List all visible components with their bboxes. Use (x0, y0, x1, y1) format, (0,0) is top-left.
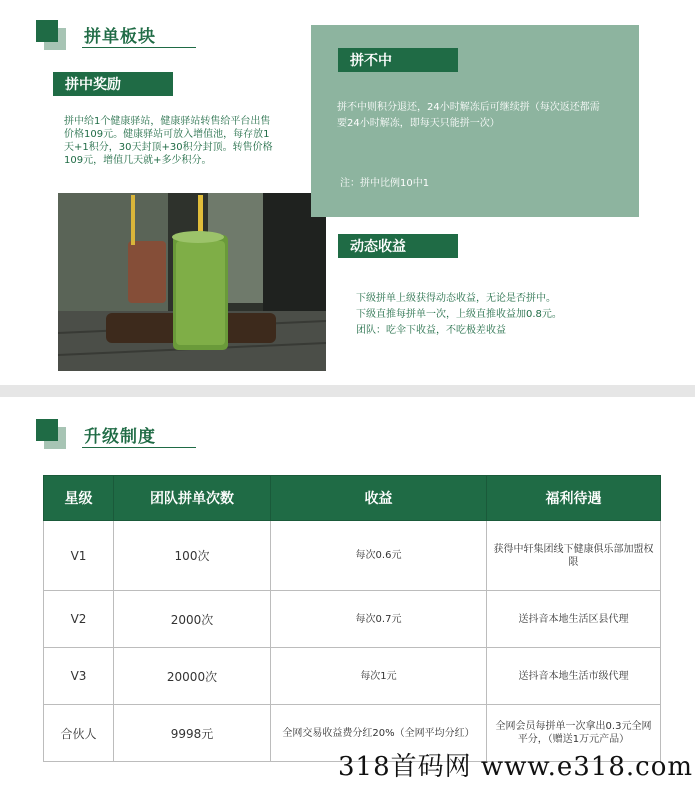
level-cell: V1 (44, 521, 114, 591)
section-marker-icon (36, 419, 66, 449)
level-cell: 合伙人 (44, 705, 114, 762)
benefit-cell: 送抖音本地生活区县代理 (487, 591, 661, 648)
count-cell: 100次 (114, 521, 271, 591)
reward-text: 拼中给1个健康驿站，健康驿站转售给平台出售价格109元。健康驿站可放入增值池，每存放1天+1积分，30天封顶+30积分封顶。转售价格109元，增值几天就+多少积分。 (64, 116, 273, 166)
table-row (44, 648, 661, 705)
miss-text: 拼不中则积分退还，24小时解冻后可继续拼（每次返还都需要24小时解冻，即每天只能拼一次） (337, 102, 600, 129)
section-title-rule (82, 47, 196, 48)
column-header: 星级 (44, 476, 114, 521)
count-cell: 2000次 (114, 591, 271, 648)
section-title-rule (82, 447, 196, 448)
table-row (44, 521, 661, 591)
benefit-cell: 获得中轩集团线下健康俱乐部加盟权限 (487, 521, 661, 591)
dynamic-line: 团队：吃伞下收益，不吃极差收益 (356, 325, 506, 336)
level-cell: V3 (44, 648, 114, 705)
column-header: 团队拼单次数 (114, 476, 271, 521)
benefit-cell: 全网会员每拼单一次拿出0.3元全网平分，（赠送1万元产品） (487, 705, 661, 762)
dynamic-line: 下级拼单上级获得动态收益，无论是否拼中。 (356, 293, 556, 304)
column-header: 福利待遇 (487, 476, 661, 521)
column-header: 收益 (271, 476, 487, 521)
dynamic-tag: 动态收益 (338, 234, 458, 258)
reward-tag: 拼中奖励 (53, 72, 173, 96)
count-cell: 20000次 (114, 648, 271, 705)
earnings-cell: 全网交易收益费分红20%（全网平均分红） (271, 705, 487, 762)
earnings-cell: 每次1元 (271, 648, 487, 705)
section-title: 升级制度 (84, 427, 156, 447)
benefit-cell: 送抖音本地生活市级代理 (487, 648, 661, 705)
ratio-note: 注：拼中比例10中1 (340, 178, 430, 189)
miss-tag: 拼不中 (338, 48, 458, 72)
watermark-text: 318首码网 www.e318.com (338, 752, 693, 782)
section-marker-icon (36, 20, 66, 50)
dynamic-line: 下级直推每拼单一次，上级直推收益加0.8元。 (356, 309, 562, 320)
earnings-cell: 每次0.6元 (271, 521, 487, 591)
level-cell: V2 (44, 591, 114, 648)
drinks-photo (58, 193, 326, 371)
count-cell: 9998元 (114, 705, 271, 762)
earnings-cell: 每次0.7元 (271, 591, 487, 648)
section-divider (0, 385, 695, 397)
section-title: 拼单板块 (84, 27, 156, 47)
table-header-row (44, 476, 661, 521)
table-row (44, 591, 661, 648)
upgrade-table (43, 475, 661, 762)
